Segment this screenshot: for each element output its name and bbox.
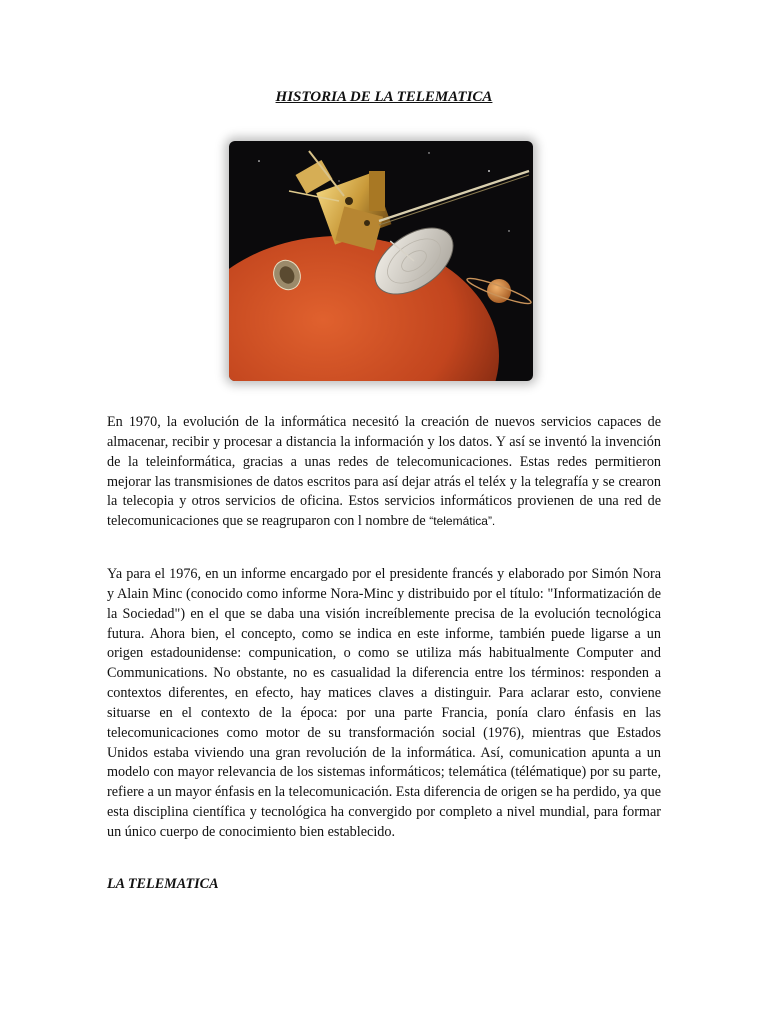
paragraph-1 xyxy=(107,413,661,532)
telematica-term: “telemática”. xyxy=(429,514,496,529)
document-title: HISTORIA DE LA TELEMATICA xyxy=(275,89,493,105)
section-heading: LA TELEMATICA xyxy=(107,876,219,892)
spacecraft-image xyxy=(229,141,533,381)
paragraph-2: Ya para el 1976, en un informe encargado por el presidente francés y elaborado por Simón Nora y Alain Minc (conocido como informe Nora-Minc y distribuido por el título: "Informatización de la Sociedad") en el que se daba una visión increíblemente precisa de la evolución tecnológica futura. Ahora bien, el concepto, como se indica en este informe, también puede ligarse a un origen estadounidense: compunication, o como se utiliza más habitualmente Computer and Communications. No obstante, no es casualidad la diferencia entre los términos: responden a contextos diferentes, en efecto, hay matices claves a distinguir. Para aclarar esto, conviene situarse en el contexto de la época: por una parte Francia, ponía claro énfasis en las telecomunicaciones como motor de su transformación social (1976), mientras que Estados Unidos estaba viviendo una gran revolución de la informática. Así, comunication apunta a un modelo con mayor relevancia de los sistemas informáticos; telemática (télématique) por su parte, refiere a un mayor énfasis en la telecomunicación. Esta diferencia de origen se ha perdido, ya que esta disciplina científica y tecnológica ha convergido por completo a nivel mundial, para formar un único cuerpo de conocimiento bien establecido. xyxy=(107,566,661,840)
paragraph-1-text: En 1970, la evolución de la informática necesitó la creación de nuevos servicios capaces de almacenar, recibir y procesar a distancia la información y los datos. Y así se inventó la invención de la teleinformática, gracias a unas redes de telecomunicaciones. Estas redes permitieron mejorar las transmisiones de datos escritos para así dejar atrás el teléx y la telegrafía y se crearon la telecopia y otros servicios de oficina. Estos servicios informáticos provienen de una red de telecomunicaciones que se reagruparon con l nombre de xyxy=(107,414,661,530)
spacecraft-illustration xyxy=(229,141,533,381)
